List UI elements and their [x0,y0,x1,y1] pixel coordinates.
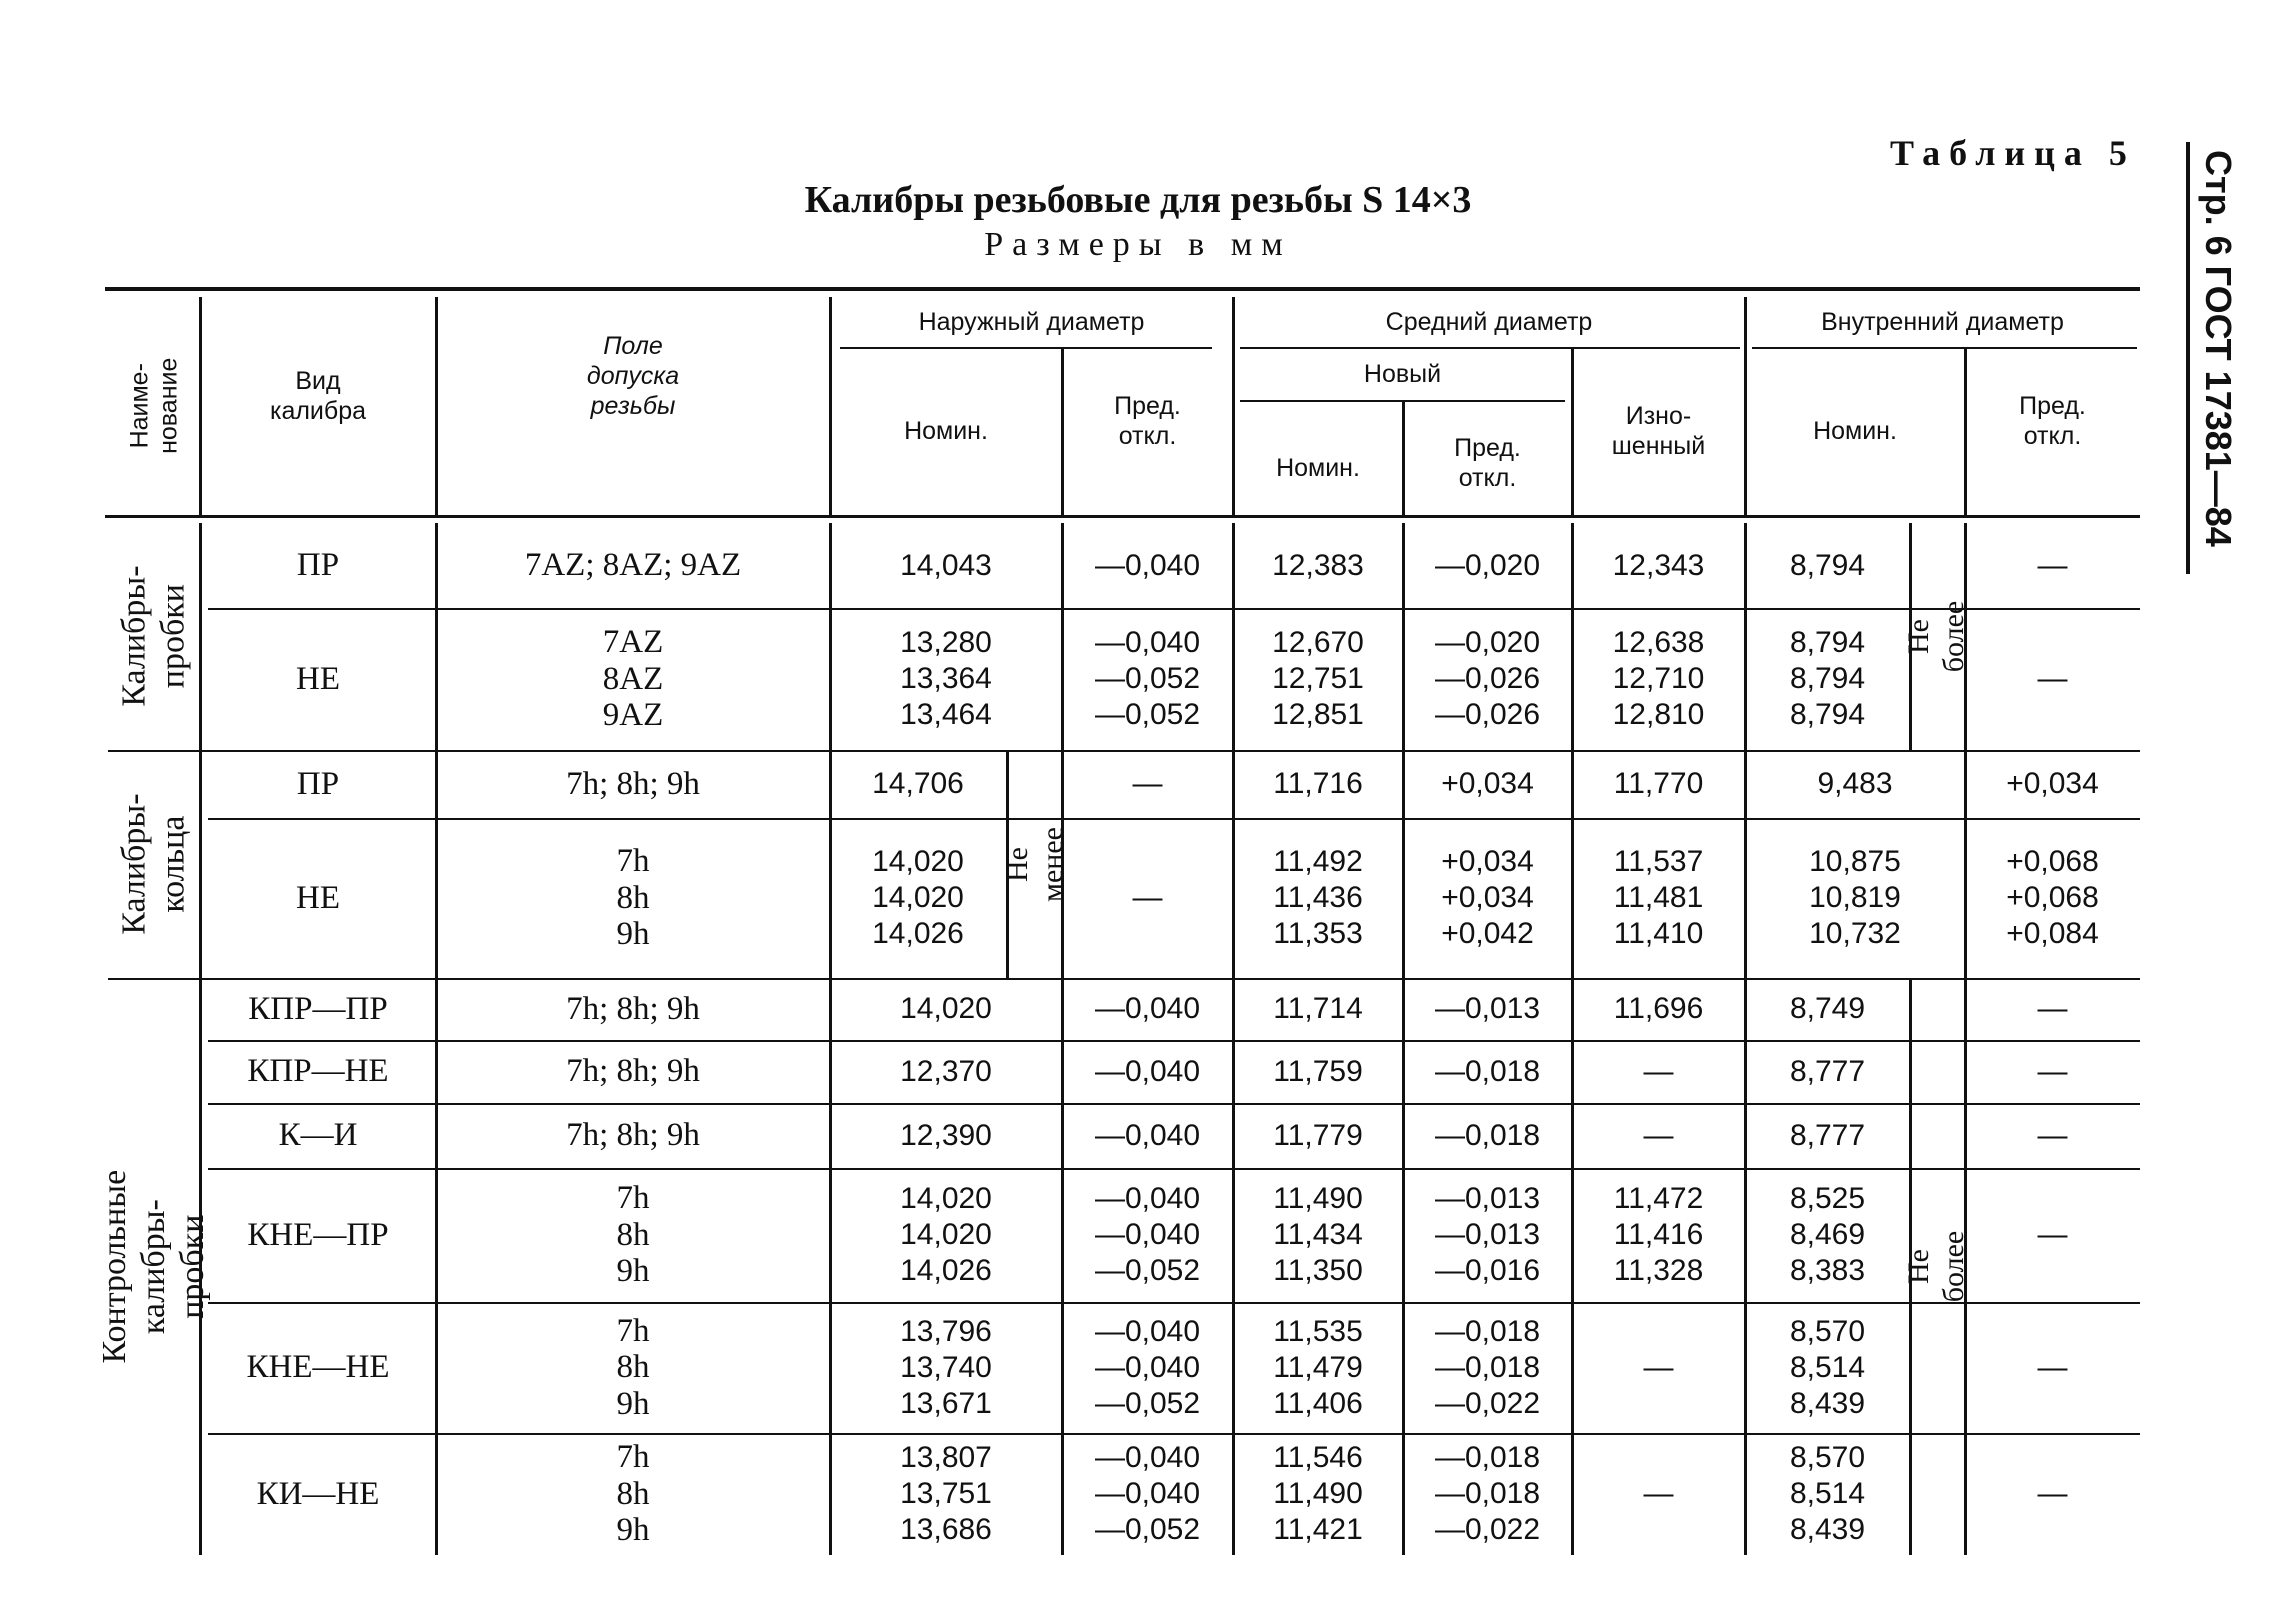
cell-inner-dev: — [2037,1118,2068,1152]
cell-inner-nom: 10,875 10,819 10,732 [1809,845,1901,950]
cell-mid-nom: 11,546 11,490 11,421 [1273,1441,1363,1546]
cell-field: 7h 8h 9h [616,1439,650,1549]
cell-kind: ПР [296,547,340,584]
header-outer: Наружный диаметр [918,308,1145,336]
header-name [108,297,200,515]
cell-outer-nom: 14,020 14,020 14,026 [900,1182,992,1287]
cell-mid-dev: +0,034 [1441,767,1534,800]
group-plug-gauges-text: Калибры- пробки [115,565,192,708]
cell-mid-dev: —0,013 —0,013 —0,016 [1434,1182,1541,1287]
cell-worn: — [1643,1350,1674,1384]
cell-inner-nom: 8,794 8,794 8,794 [1789,626,1866,731]
cell-worn: 11,472 11,416 11,328 [1613,1182,1704,1287]
cell-outer-dev: —0,040 [1094,548,1201,582]
cell-field: 7h; 8h; 9h [566,1117,700,1154]
cell-mid-nom: 12,670 12,751 12,851 [1272,626,1364,731]
cell-mid-nom: 11,490 11,434 11,350 [1273,1182,1363,1287]
group-control-plugs [96,978,212,1555]
header-mid-nom: Номин. [1276,453,1360,482]
cell-kind: КНЕ—ПР [247,1216,389,1253]
cell-inner-dev: +0,034 [2006,767,2099,800]
cell-mid-nom: 11,779 [1273,1118,1363,1152]
cell-outer-dev: —0,040 [1094,992,1201,1025]
cell-mid-nom: 11,492 11,436 11,353 [1273,845,1363,950]
cell-inner-dev: — [2037,1477,2068,1510]
cell-outer-nom: 14,020 14,020 14,026 [872,845,964,950]
cell-inner-dev: — [2037,1054,2068,1088]
cell-outer-nom: 12,370 [900,1054,992,1088]
cell-kind: НЕ [296,660,340,697]
group-ring-gauges-text: Калибры- кольца [115,793,192,935]
row-rule [208,1040,2140,1042]
cell-kind: КПР—НЕ [247,1053,389,1090]
cell-field: 7h 8h 9h [616,1180,650,1290]
cell-outer-dev: —0,040 —0,052 —0,052 [1094,626,1201,731]
cell-inner-nom: 8,749 [1789,992,1866,1025]
body-col-rule [1571,523,1574,1555]
group-ring-gauges [108,750,200,978]
row-rule [108,750,2140,752]
note-ne-menee [1000,755,1069,973]
header-name-text: Наиме- нование [125,357,183,455]
row-rule [208,1168,2140,1170]
header-inner: Внутренний диаметр [1821,308,2064,336]
cell-worn: — [1643,1477,1674,1510]
cell-inner-dev: +0,068 +0,068 +0,084 [2006,845,2099,950]
cell-mid-dev: —0,020 —0,026 —0,026 [1434,626,1541,731]
cell-field: 7AZ; 8AZ; 9AZ [524,547,742,584]
cell-outer-dev: —0,040 [1094,1118,1201,1152]
cell-outer-dev: —0,040 —0,040 —0,052 [1094,1441,1201,1546]
cell-inner-dev: — [2037,1218,2068,1251]
row-rule [208,608,2140,610]
body-col-rule [1744,523,1747,1555]
cell-outer-nom: 14,706 [872,767,964,800]
cell-worn: 12,343 [1612,548,1705,582]
cell-outer-dev: — [1132,767,1163,800]
cell-kind: НЕ [296,879,340,916]
row-rule [208,1103,2140,1105]
header-field: Поле допуска резьбы [586,332,680,420]
body-col-rule [1232,523,1235,1555]
row-rule [208,1302,2140,1304]
cell-mid-dev: —0,018 [1434,1118,1541,1152]
header-worn: Изно- шенный [1611,402,1706,460]
cell-field: 7h; 8h; 9h [566,765,700,802]
cell-inner-nom: 8,777 [1789,1118,1866,1152]
table-top-rule [105,287,2140,291]
cell-field: 7h; 8h; 9h [566,1053,700,1090]
cell-outer-nom: 14,043 [900,548,992,582]
header-inner-nom: Номин. [1813,417,1897,445]
cell-field: 7h 8h 9h [616,1312,650,1422]
header-outer-nom: Номин. [904,417,988,445]
cell-mid-nom: 12,383 [1272,548,1364,582]
cell-outer-dev: —0,040 —0,040 —0,052 [1094,1182,1201,1287]
cell-kind: КНЕ—НЕ [246,1349,390,1386]
cell-kind: КПР—ПР [248,990,388,1027]
cell-inner-nom: 8,777 [1789,1054,1866,1088]
header-bottom-rule [105,515,2140,518]
cell-inner-dev: — [2037,1350,2068,1384]
body-col-rule [1402,523,1405,1555]
body-col-rule [829,523,832,1555]
side-running-header-text: Стр. 6 ГОСТ 17381—84 [2198,150,2239,547]
cell-mid-nom: 11,714 [1273,992,1363,1025]
cell-mid-dev: —0,013 [1434,992,1541,1025]
cell-worn: 12,638 12,710 12,810 [1612,626,1705,731]
cell-outer-nom: 12,390 [900,1118,992,1152]
cell-kind: К—И [278,1117,358,1154]
cell-worn: — [1643,1118,1674,1152]
note-ne-bolee-bottom-text: Не более [1902,1230,1970,1303]
cell-mid-dev: —0,018 [1434,1054,1541,1088]
group-plug-gauges [108,523,200,750]
table-title: Калибры резьбовые для резьбы S 14×3 [804,179,1472,221]
cell-mid-nom: 11,535 11,479 11,406 [1273,1314,1363,1420]
cell-inner-nom: 8,525 8,469 8,383 [1789,1182,1866,1287]
header-kind: Вид калибра [269,367,367,425]
cell-mid-dev: —0,018 —0,018 —0,022 [1434,1314,1541,1420]
note-ne-bolee-top-text: Не более [1902,600,1970,673]
cell-mid-dev: —0,020 [1434,548,1541,582]
cell-mid-dev: —0,018 —0,018 —0,022 [1434,1441,1541,1546]
cell-kind: ПР [296,765,340,802]
cell-inner-nom: 8,794 [1789,548,1866,582]
cell-field: 7h 8h 9h [616,843,650,953]
header-outer-dev: Пред. откл. [1114,392,1181,450]
cell-field: 7AZ 8AZ 9AZ [602,624,664,734]
cell-inner-dev: — [2037,662,2068,695]
note-ne-menee-text: Не менее [1000,826,1069,902]
cell-outer-nom: 13,796 13,740 13,671 [900,1314,992,1420]
cell-outer-nom: 14,020 [900,992,992,1025]
cell-kind: КИ—НЕ [256,1475,380,1512]
cell-inner-nom: 9,483 [1817,767,1893,800]
table-subtitle: Размеры в мм [984,226,1292,263]
note-ne-bolee-bottom [1902,983,1970,1550]
cell-outer-dev: —0,040 —0,040 —0,052 [1094,1314,1201,1420]
row-rule [208,818,2140,820]
header-mid-dev: Пред. откл. [1454,433,1521,492]
body-col-rule [435,523,438,1555]
cell-worn: — [1643,1054,1674,1088]
cell-worn: 11,770 [1613,767,1704,800]
cell-outer-dev: — [1132,881,1163,914]
row-rule [208,1433,2140,1435]
cell-inner-dev: — [2037,992,2068,1025]
cell-worn: 11,537 11,481 11,410 [1613,845,1704,950]
cell-outer-dev: —0,040 [1094,1054,1201,1088]
cell-outer-nom: 13,280 13,364 13,464 [900,626,992,731]
header-middle: Средний диаметр [1385,308,1593,336]
cell-mid-dev: +0,034 +0,034 +0,042 [1441,845,1534,950]
cell-mid-nom: 11,759 [1273,1054,1363,1088]
row-rule [108,978,2140,980]
group-control-plugs-text: Контрольные калибры-пробки [96,1169,212,1364]
cell-inner-dev: — [2037,548,2068,582]
cell-inner-nom: 8,570 8,514 8,439 [1789,1441,1866,1546]
cell-mid-nom: 11,716 [1273,767,1363,800]
cell-outer-nom: 13,807 13,751 13,686 [900,1441,992,1546]
header-inner-dev: Пред. откл. [2019,392,2086,450]
body-col-rule [1964,523,1967,1555]
header-new: Новый [1363,359,1442,388]
cell-field: 7h; 8h; 9h [566,990,700,1027]
body-col-rule [1061,523,1064,1555]
cell-inner-nom: 8,570 8,514 8,439 [1789,1314,1866,1420]
table-number-label: Таблица 5 [1890,133,2136,173]
cell-worn: 11,696 [1613,992,1704,1025]
note-ne-bolee-top [1902,528,1970,745]
